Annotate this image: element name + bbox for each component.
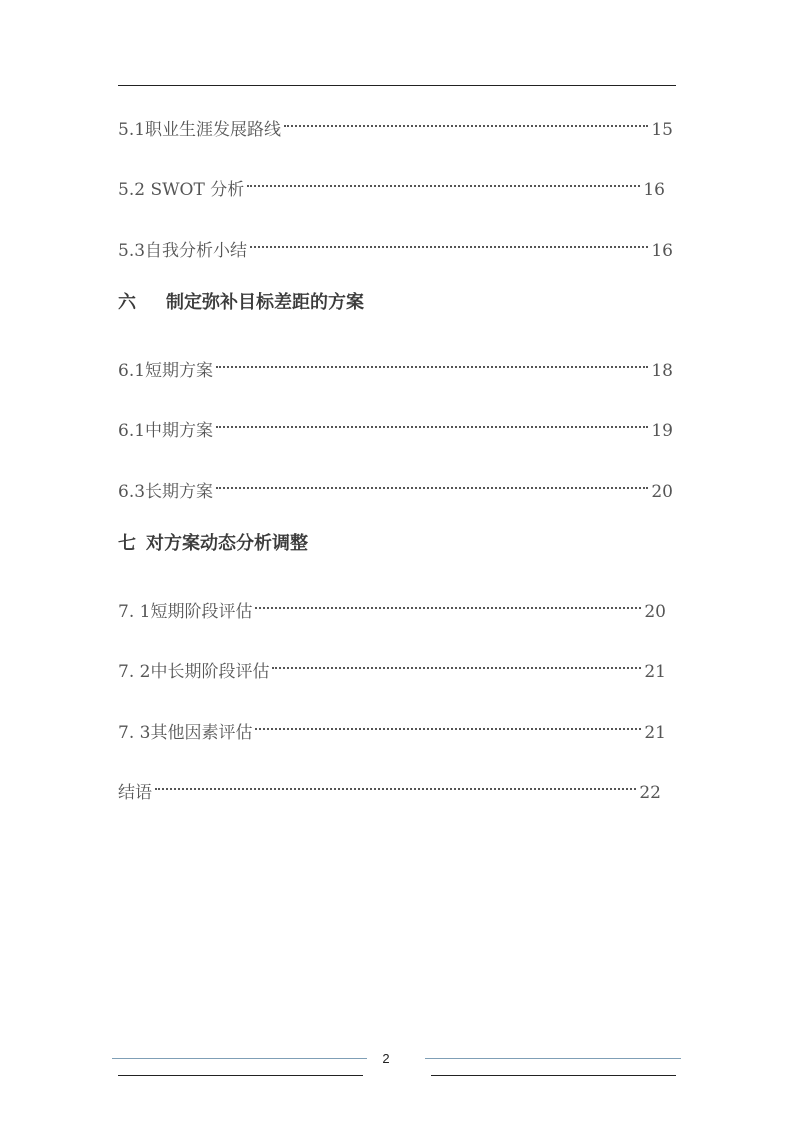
toc-entry-5-2[interactable] [118,169,665,200]
toc-entry-label: 5.1职业生涯发展路线 [118,120,282,140]
footer-rule-left-lower [118,1075,363,1076]
toc-entry-7-3[interactable] [118,712,666,743]
toc-entry-page: 16 [643,180,665,200]
footer-rule-left-upper [112,1058,367,1059]
toc-entry-page: 16 [651,241,673,261]
toc-entry-label: 7. 1短期阶段评估 [118,602,253,622]
toc-dot-leader [282,109,650,135]
toc-entry-label: 6.1中期方案 [118,421,214,441]
toc-entry-6-2[interactable] [118,410,673,441]
toc-entry-5-3[interactable] [118,230,673,261]
toc-entry-label: 7. 3其他因素评估 [118,723,253,743]
toc-entry-page: 20 [651,482,673,502]
page-number: 2 [382,1051,390,1066]
toc-entry-label: 6.1短期方案 [118,361,214,381]
toc-section-number: 六 [118,292,136,313]
footer-rule-right-upper [425,1058,681,1059]
toc-entry-conclusion[interactable] [118,772,661,803]
toc-entry-label: 5.2 SWOT 分析 [118,180,245,200]
toc-dot-leader [214,350,650,376]
toc-entry-7-1[interactable] [118,591,666,622]
toc-entry-page: 21 [644,723,666,743]
toc-entry-label: 结语 [118,783,152,803]
toc-dot-leader [270,651,643,677]
toc-entry-page: 21 [644,662,666,682]
footer-rule-right-lower [431,1075,676,1076]
toc-section-6[interactable] [118,289,364,317]
toc-dot-leader [245,169,642,195]
toc-entry-label: 5.3自我分析小结 [118,241,248,261]
toc-entry-6-3[interactable] [118,471,673,502]
toc-dot-leader [153,772,638,798]
toc-entry-label: 7. 2中长期阶段评估 [118,662,270,682]
toc-entry-5-1[interactable] [118,109,673,140]
toc-dot-leader [248,230,650,256]
toc-section-title: 对方案动态分析调整 [146,533,308,554]
toc-dot-leader [214,471,650,497]
toc-entry-page: 19 [651,421,673,441]
toc-entry-page: 15 [651,120,673,140]
toc-section-7[interactable] [118,530,308,558]
toc-entry-7-2[interactable] [118,651,666,682]
toc-section-title: 制定弥补目标差距的方案 [166,292,364,313]
toc-entry-page: 20 [644,602,666,622]
toc-entry-6-1[interactable] [118,350,673,381]
toc-entry-page: 22 [639,783,661,803]
toc-dot-leader [253,591,643,617]
toc-dot-leader [214,410,650,436]
toc-entry-label: 6.3长期方案 [118,482,214,502]
header-rule [118,85,676,86]
toc-dot-leader [253,712,643,738]
toc-section-number: 七 [118,533,136,554]
toc-entry-page: 18 [651,361,673,381]
